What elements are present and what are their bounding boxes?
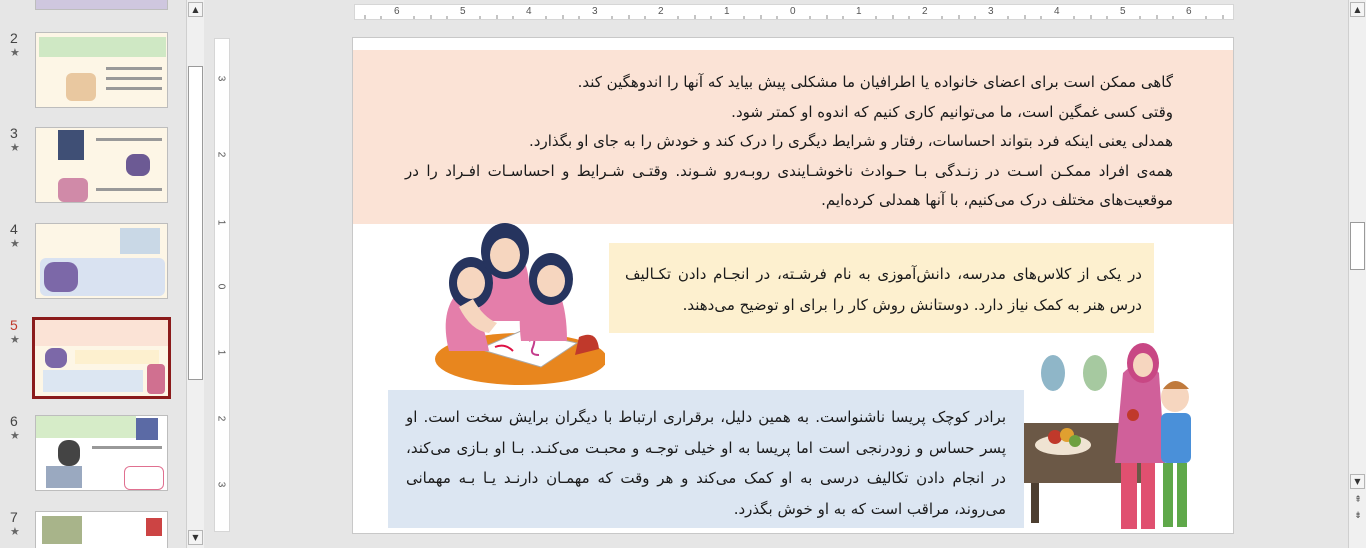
slide-thumbnail[interactable] [35,127,168,203]
scroll-up-button[interactable]: ▲ [1350,2,1365,17]
ruler-label: 2 [215,415,227,422]
intro-line: همدلی یعنی اینکه فرد بتواند احساسات، رفتار و شرایط دیگری را درک کند و خودش را به جای او بگذارد. [529,132,1173,150]
ruler-label: 2 [215,151,227,158]
ruler-label: 4 [1054,6,1060,17]
thumbnail-scrollbar[interactable] [186,0,204,548]
slide-thumbnail[interactable] [35,0,168,10]
animation-star-icon: ★ [10,46,20,59]
ruler-label: 1 [215,349,227,356]
ruler-label: 5 [460,6,466,17]
horizontal-ruler [354,4,1234,20]
intro-line: گاهی ممکن است برای اعضای خانواده یا اطرافیان ما مشکلی پیش بیاید که آنها را اندوهگین کند. [577,73,1173,91]
scroll-down-button[interactable]: ▼ [1350,474,1365,489]
intro-line: وقتی کسی غمگین است، ما می‌توانیم کاری کنیم که اندوه او کمتر شود. [731,102,1173,121]
family-illustration[interactable] [1023,333,1205,533]
ruler-label: 1 [215,219,227,226]
ruler-label: 1 [856,6,862,17]
ruler-label: 0 [215,283,227,290]
slide-number: 2 [10,30,18,46]
editor-scrollbar[interactable] [1348,0,1366,548]
ruler-label: 2 [922,6,928,17]
animation-star-icon: ★ [10,333,20,346]
intro-line: همه‌ی افراد ممکـن اسـت در زنـدگی بـا حـوادث ناخوشـایندی روبـه‌رو شـوند. وقتـی شـرایط و احساسـات افـراد را در موقعیت‌های مختلف درک می‌کنیم، با آنها همدلی کرده‌ایم. [405,161,1173,209]
ruler-label: 5 [1120,6,1126,17]
slide-number: 5 [10,317,18,333]
scroll-down-button[interactable]: ▼ [188,530,203,545]
slide-thumbnail[interactable] [35,223,168,299]
slide-number: 7 [10,509,18,525]
scrollbar-thumb[interactable] [1350,222,1365,270]
animation-star-icon: ★ [10,429,20,442]
slide-number: 4 [10,221,18,237]
ruler-label: 3 [215,75,227,82]
slide-thumbnail[interactable] [35,415,168,491]
slide-number: 6 [10,413,18,429]
slide-editor [204,0,1348,548]
slide-number: 3 [10,125,18,141]
story2-textbox[interactable]: برادر کوچک پریسا ناشنواست. به همین دلیل، برقراری ارتباط با دیگران برایش سخت است. او پسر حساس و زودرنجی است اما پریسا به او خیلی توجـه و محبـت می‌کنـد. بـا او بـازی می‌کند، در انجام دادن تکالیف درسی به او کمک می‌کند و هر وقت که مهمـان دارنـد یـا بـه مهمانی می‌روند، مراقب است که به او خوش بگذرد. [388,390,1024,528]
ruler-label: 4 [526,6,532,17]
previous-slide-icon[interactable]: ⇞ [1354,495,1362,505]
intro-textbox[interactable] [353,50,1234,224]
ruler-label: 2 [658,6,664,17]
slide-thumbnail-current[interactable] [32,317,171,399]
ruler-label: 3 [988,6,994,17]
story1-textbox[interactable]: در یکی از کلاس‌های مدرسه، دانش‌آموزی به نام فرشـته، در انجـام دادن تکـالیف درس هنر به کمک نیاز دارد. دوستانش روش کار را برای او توضیح می‌دهند. [609,243,1154,333]
ruler-label: 3 [592,6,598,17]
scrollbar-thumb[interactable] [188,66,203,380]
ruler-label: 3 [215,481,227,488]
next-slide-icon[interactable]: ⇟ [1354,511,1362,521]
vertical-ruler [214,38,230,532]
animation-star-icon: ★ [10,237,20,250]
ruler-label: 6 [1186,6,1192,17]
slide-thumbnail[interactable] [35,511,168,548]
slide-thumbnail[interactable] [35,32,168,108]
slide-thumbnail-pane [0,0,186,548]
slide-canvas[interactable] [352,37,1234,534]
scroll-up-button[interactable]: ▲ [188,2,203,17]
animation-star-icon: ★ [10,141,20,154]
ruler-label: 1 [724,6,730,17]
ruler-label: 6 [394,6,400,17]
animation-star-icon: ★ [10,525,20,538]
ruler-label: 0 [790,6,796,17]
girls-drawing-illustration[interactable] [429,221,605,391]
